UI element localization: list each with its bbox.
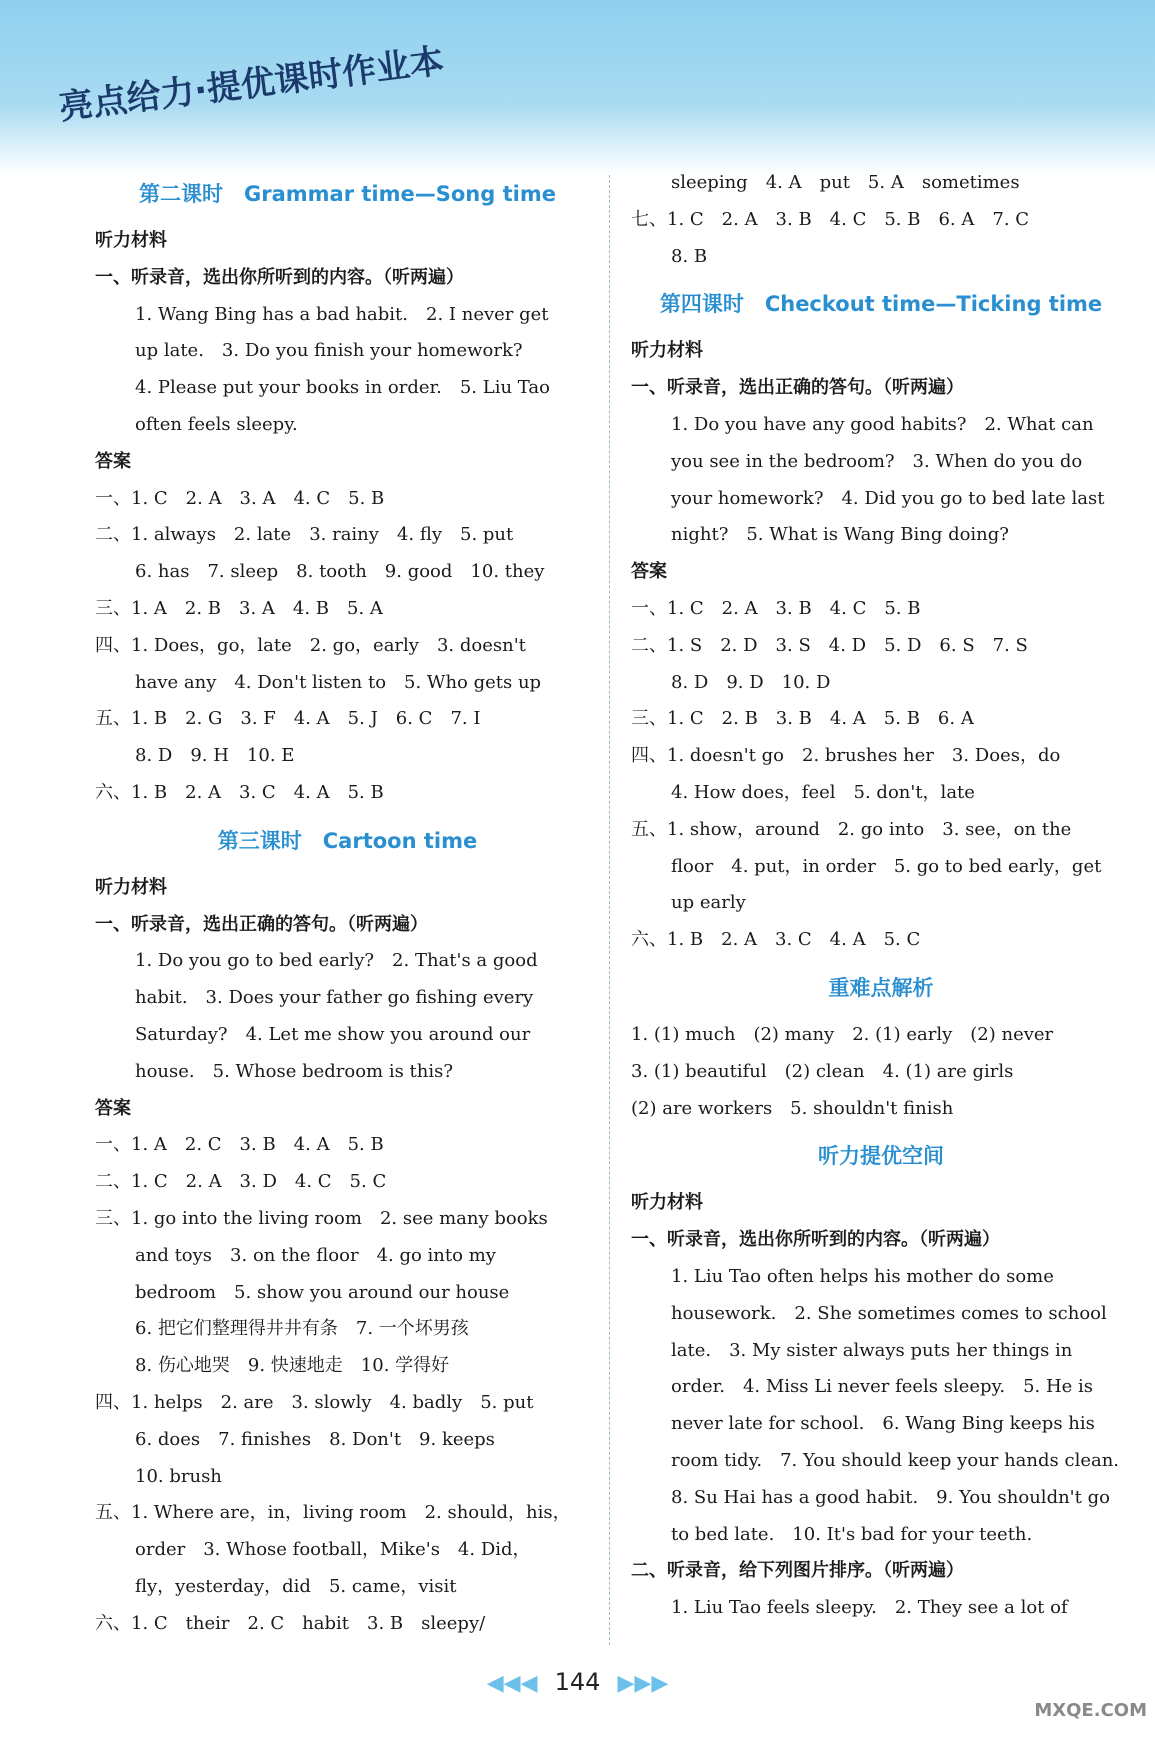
section-heading: 重难点解析	[828, 975, 934, 1000]
text-line: 四、1. Does，go，late 2. go，early 3. doesn't	[95, 634, 526, 656]
text-line: 8. D 9. D 10. D	[671, 671, 831, 693]
text-line: 六、1. B 2. A 3. C 4. A 5. B	[95, 781, 384, 803]
text-line: house. 5. Whose bedroom is this?	[135, 1060, 454, 1082]
text-line: 1. (1) much (2) many 2. (1) early (2) never	[631, 1023, 1054, 1045]
text-line: your homework? 4. Did you go to bed late last	[671, 487, 1105, 509]
subheading: 听力材料	[631, 1192, 703, 1214]
left-column	[95, 165, 600, 1642]
text-line: 4. Please put your books in order. 5. Liu Tao	[135, 377, 550, 399]
text-line: never late for school. 6. Wang Bing keeps his	[671, 1413, 1095, 1435]
section-heading: 第二课时 Grammar time—Song time	[139, 182, 556, 206]
text-line: bedroom 5. show you around our house	[135, 1281, 510, 1303]
text-line: 五、1. B 2. G 3. F 4. A 5. J 6. C 7. I	[95, 708, 481, 730]
text-line: 4. How does，feel 5. don't，late	[671, 781, 975, 803]
text-line: 二、1. always 2. late 3. rainy 4. fly 5. put	[95, 524, 514, 546]
text-line: fly，yesterday，did 5. came，visit	[135, 1575, 457, 1597]
header-banner	[0, 0, 1155, 175]
text-line: 三、1. C 2. B 3. B 4. A 5. B 6. A	[631, 708, 974, 730]
subheading: 听力材料	[95, 230, 167, 251]
text-line: up early	[671, 892, 746, 914]
text-line: room tidy. 7. You should keep your hands clean.	[671, 1449, 1120, 1471]
text-line: 10. brush	[135, 1465, 222, 1487]
section-heading: 第四课时 Checkout time—Ticking time	[659, 292, 1103, 317]
text-line: 四、1. helps 2. are 3. slowly 4. badly 5. put	[95, 1391, 534, 1413]
text-line: night? 5. What is Wang Bing doing?	[671, 524, 1009, 546]
text-line: 一、1. C 2. A 3. A 4. C 5. B	[95, 487, 385, 509]
text-line: 6. has 7. sleep 8. tooth 9. good 10. they	[135, 561, 545, 583]
text-line: habit. 3. Does your father go fishing every	[135, 987, 534, 1009]
section-heading: 第三课时 Cartoon time	[217, 828, 478, 853]
column-divider	[609, 175, 610, 1645]
text-line: 8. B	[671, 245, 708, 267]
text-line: 8. Su Hai has a good habit. 9. You shouldn't go	[671, 1486, 1110, 1508]
text-line: have any 4. Don't listen to 5. Who gets up	[135, 671, 542, 693]
text-line: 七、1. C 2. A 3. B 4. C 5. B 6. A 7. C	[631, 208, 1030, 230]
text-line: often feels sleepy.	[135, 413, 298, 435]
text-line: 五、1. show，around 2. go into 3. see，on the	[631, 818, 1072, 840]
text-line: 1. Liu Tao often helps his mother do some	[671, 1265, 1054, 1287]
text-line: to bed late. 10. It's bad for your teeth.	[671, 1523, 1033, 1545]
subheading: 听力材料	[95, 876, 167, 898]
text-line: Saturday? 4. Let me show you around our	[135, 1023, 531, 1045]
subheading: 一、听录音，选出你所听到的内容。（听两遍）	[95, 266, 464, 288]
book-title: 亮点给力·提优课时作业本	[57, 41, 446, 129]
text-line: you see in the bedroom? 3. When do you do	[671, 450, 1083, 472]
text-line: late. 3. My sister always puts her things in	[671, 1339, 1073, 1361]
text-line: 五、1. Where are，in，living room 2. should，his，	[95, 1502, 571, 1524]
subheading: 答案	[631, 561, 667, 583]
next-arrows-icon: ▶▶▶	[617, 1671, 669, 1696]
watermark: MXQE.COM	[1034, 1700, 1147, 1721]
text-line: 二、1. C 2. A 3. D 4. C 5. C	[95, 1171, 387, 1193]
right-column	[631, 165, 1131, 1627]
text-line: 三、1. go into the living room 2. see many books	[95, 1207, 548, 1229]
text-line: 六、1. C their 2. C habit 3. B sleepy/	[95, 1612, 486, 1634]
subheading: 一、听录音，选出正确的答句。（听两遍）	[95, 913, 428, 935]
text-line: (2) are workers 5. shouldn't finish	[631, 1097, 954, 1119]
subheading: 二、听录音，给下列图片排序。（听两遍）	[631, 1560, 964, 1582]
subheading: 答案	[95, 1097, 131, 1119]
text-line: sleeping 4. A put 5. A sometimes	[671, 172, 1020, 193]
text-line: 1. Wang Bing has a bad habit. 2. I never get	[135, 303, 549, 325]
text-line: 1. Liu Tao feels sleepy. 2. They see a lot of	[671, 1597, 1068, 1619]
text-line: up late. 3. Do you finish your homework?	[135, 340, 523, 362]
text-line: 四、1. doesn't go 2. brushes her 3. Does，do	[631, 745, 1061, 767]
text-line: 6. does 7. finishes 8. Don't 9. keeps	[135, 1428, 495, 1450]
text-line: floor 4. put，in order 5. go to bed early，get	[671, 855, 1102, 877]
text-line: order. 4. Miss Li never feels sleepy. 5. He is	[671, 1376, 1094, 1398]
subheading: 答案	[95, 450, 131, 472]
subheading: 一、听录音，选出正确的答句。（听两遍）	[631, 377, 964, 399]
page-number: 144	[554, 1668, 601, 1696]
page-footer	[0, 1668, 1155, 1696]
text-line: order 3. Whose football，Mike's 4. Did，	[135, 1539, 531, 1561]
section-heading: 听力提优空间	[818, 1144, 944, 1169]
text-line: 8. 伤心地哭 9. 快速地走 10. 学得好	[135, 1355, 450, 1377]
subheading: 听力材料	[631, 340, 703, 362]
text-line: 二、1. S 2. D 3. S 4. D 5. D 6. S 7. S	[631, 634, 1028, 656]
subheading: 一、听录音，选出你所听到的内容。（听两遍）	[631, 1229, 1000, 1251]
text-line: 六、1. B 2. A 3. C 4. A 5. C	[631, 929, 921, 951]
text-line: 3. (1) beautiful (2) clean 4. (1) are girls	[631, 1060, 1014, 1082]
text-line: 8. D 9. H 10. E	[135, 745, 295, 767]
text-line: housework. 2. She sometimes comes to school	[671, 1302, 1107, 1324]
text-line: 1. Do you go to bed early? 2. That's a good	[135, 950, 538, 972]
text-line: 6. 把它们整理得井井有条 7. 一个坏男孩	[135, 1318, 469, 1340]
prev-arrows-icon: ◀◀◀	[486, 1671, 538, 1696]
text-line: and toys 3. on the floor 4. go into my	[135, 1244, 496, 1266]
text-line: 三、1. A 2. B 3. A 4. B 5. A	[95, 597, 383, 619]
text-line: 一、1. C 2. A 3. B 4. C 5. B	[631, 597, 921, 619]
text-line: 一、1. A 2. C 3. B 4. A 5. B	[95, 1134, 384, 1156]
text-line: 1. Do you have any good habits? 2. What can	[671, 413, 1094, 435]
